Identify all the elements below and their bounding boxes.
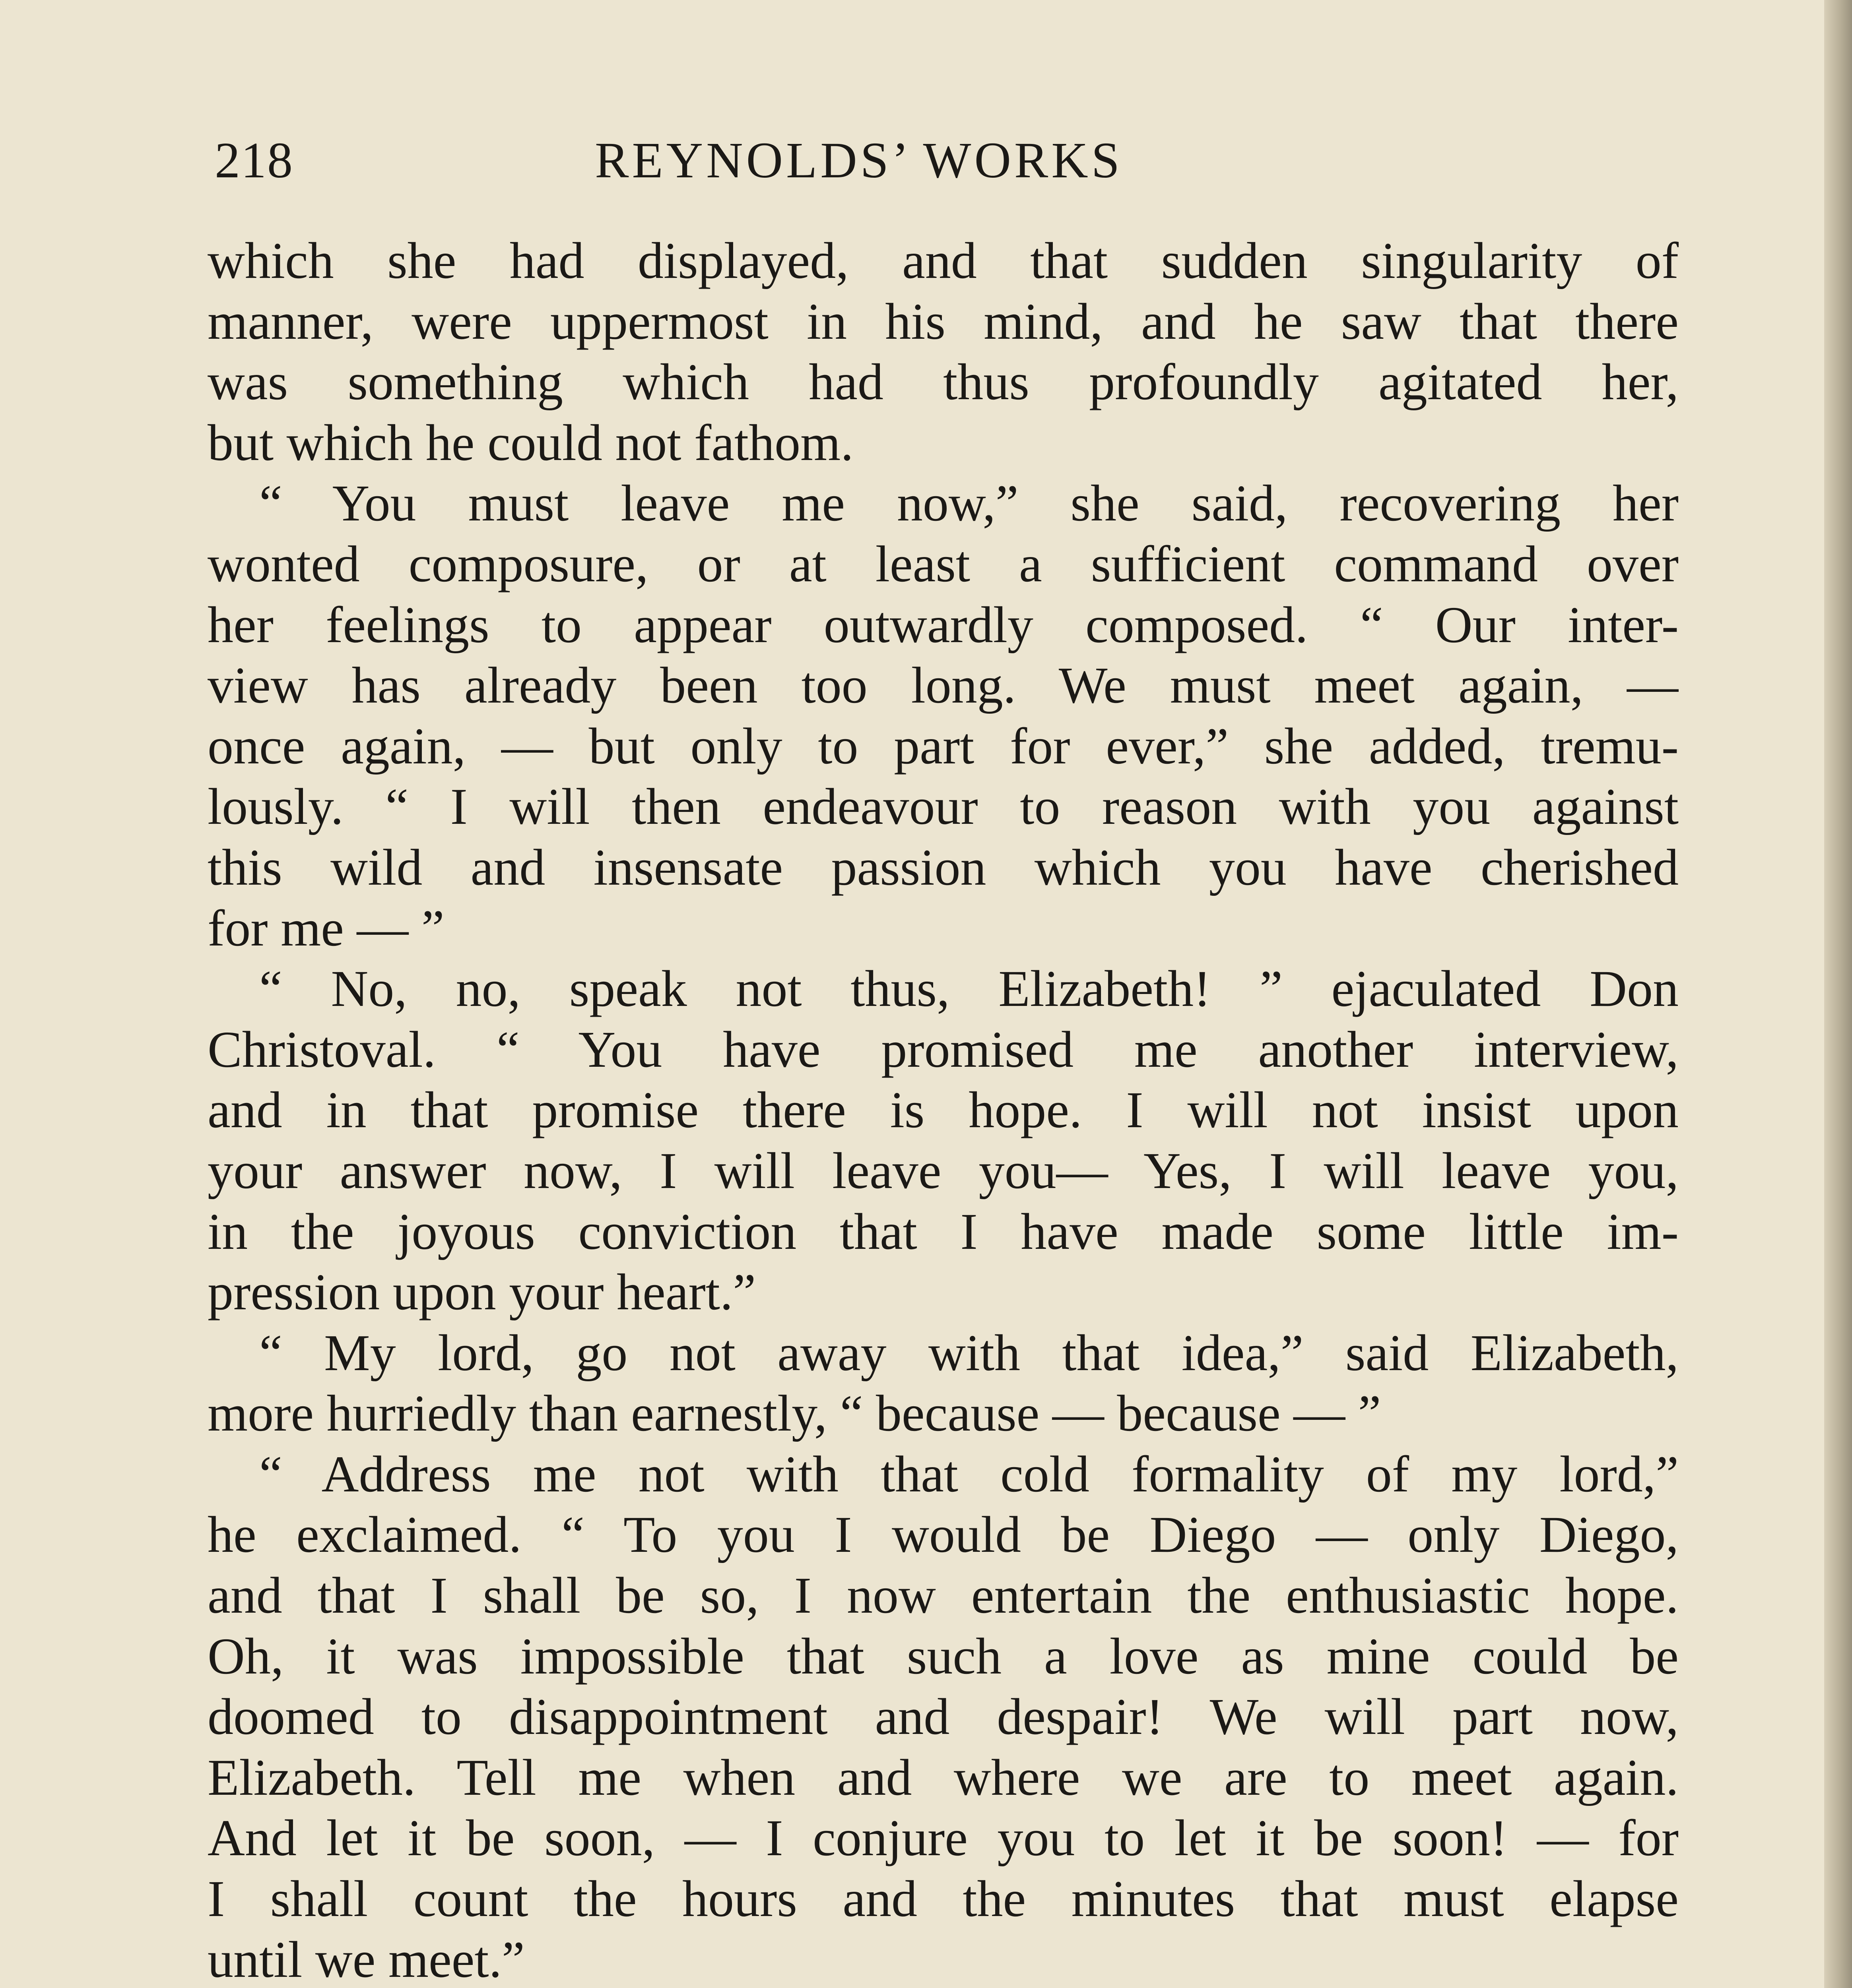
- running-head: REYNOLDS’ WORKS: [595, 132, 1123, 188]
- text-line: “ My lord, go not away with that idea,” said Elizabeth,: [259, 1324, 1679, 1382]
- text-line: I shall count the hours and the minutes that must elapse: [208, 1870, 1679, 1928]
- text-line: was something which had thus profoundly agitated her,: [208, 353, 1679, 411]
- text-line: in the joyous conviction that I have made some little im-: [208, 1203, 1679, 1260]
- text-line: and that I shall be so, I now entertain the enthusiastic hope.: [208, 1567, 1679, 1625]
- text-line: and in that promise there is hope. I will not insist upon: [208, 1081, 1679, 1139]
- text-line: doomed to disappointment and despair! We will part now,: [208, 1688, 1679, 1746]
- text-line: manner, were uppermost in his mind, and he saw that there: [208, 293, 1679, 350]
- text-line: more hurriedly than earnestly, “ because — because — ”: [208, 1385, 1381, 1442]
- text-line: this wild and insensate passion which you have cherished: [208, 839, 1679, 896]
- text-line: until we meet.”: [208, 1931, 525, 1988]
- text-line: her feelings to appear outwardly composed. “ Our inter-: [208, 596, 1679, 654]
- text-line: Oh, it was impossible that such a love as mine could be: [208, 1627, 1679, 1685]
- text-line: view has already been too long. We must meet again, —: [208, 657, 1679, 714]
- text-line: once again, — but only to part for ever,” she added, tremu-: [208, 717, 1679, 775]
- text-line: Christoval. “ You have promised me another interview,: [208, 1021, 1679, 1078]
- text-line: which she had displayed, and that sudden singularity of: [208, 232, 1679, 289]
- text-line: And let it be soon, — I conjure you to let it be soon! — for: [208, 1809, 1679, 1867]
- text-line: your answer now, I will leave you— Yes, I will leave you,: [208, 1142, 1679, 1200]
- text-line: wonted composure, or at least a sufficient command over: [208, 535, 1679, 593]
- text-line: he exclaimed. “ To you I would be Diego — only Diego,: [208, 1506, 1679, 1564]
- text-line: for me — ”: [208, 899, 445, 957]
- body-text: [208, 231, 1679, 1988]
- text-line: “ Address me not with that cold formality of my lord,”: [259, 1445, 1679, 1503]
- text-line: pression upon your heart.”: [208, 1264, 756, 1321]
- text-line: “ You must leave me now,” she said, recovering her: [259, 475, 1679, 532]
- page-header: [215, 119, 1678, 199]
- text-line: lously. “ I will then endeavour to reason with you against: [208, 778, 1679, 836]
- text-line: but which he could not fathom.: [208, 414, 854, 472]
- text-line: “ No, no, speak not thus, Elizabeth! ” ejaculated Don: [259, 960, 1679, 1018]
- page-number: 218: [215, 132, 293, 188]
- text-line: Elizabeth. Tell me when and where we are to meet again.: [208, 1749, 1679, 1806]
- page-edge-shadow: [1824, 0, 1852, 1988]
